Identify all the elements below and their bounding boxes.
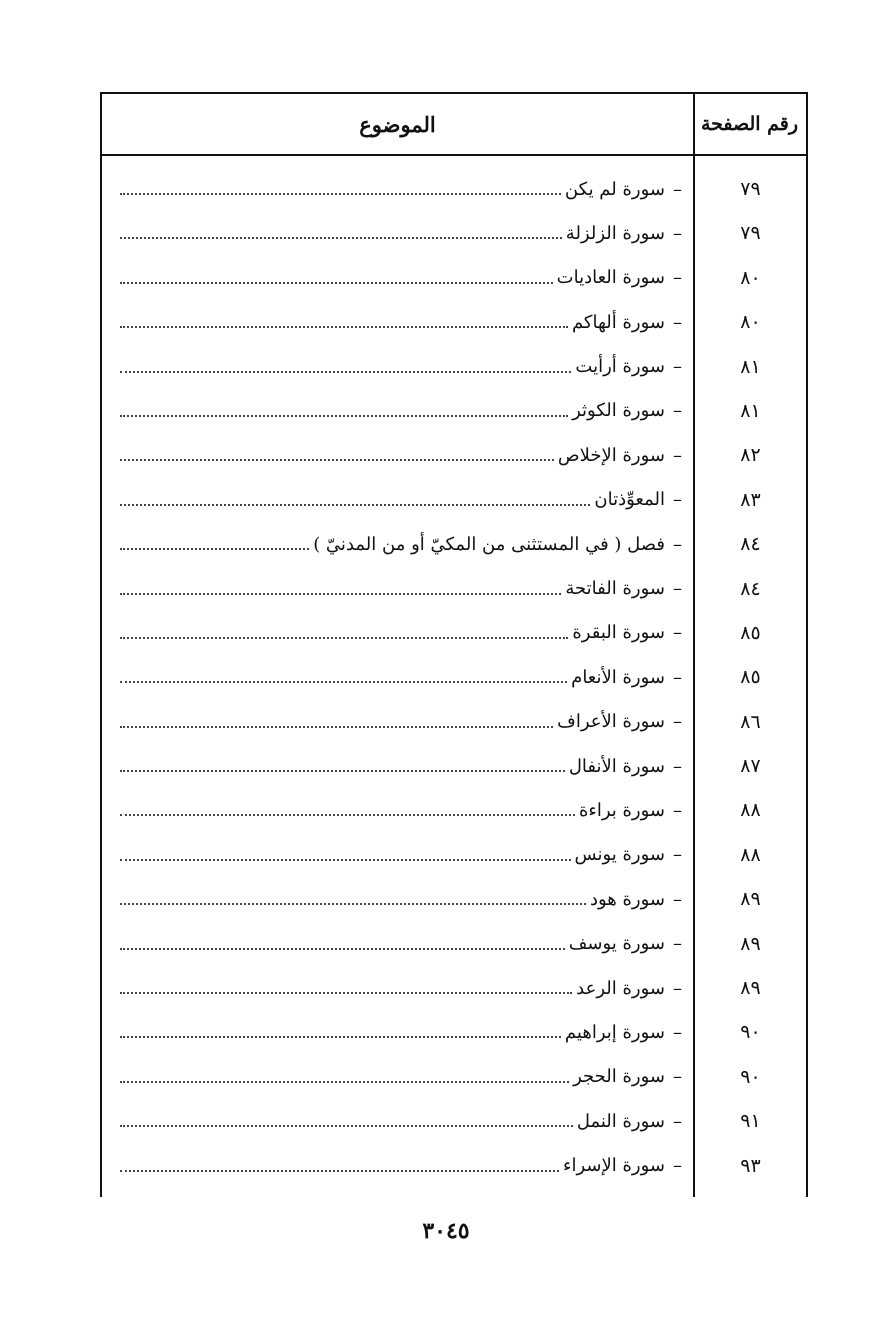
dot-leader [120,770,565,772]
toc-entry-title: سورة هود [589,888,665,910]
dot-leader [120,593,561,595]
toc-entry-page: ٨٤ [740,577,761,600]
dot-leader [120,814,575,816]
toc-entry [102,922,806,966]
entry-dash: – [673,1155,682,1177]
toc-entry [102,256,806,300]
dot-leader [120,193,561,195]
toc-entry-title: سورة الحجر [573,1066,665,1088]
toc-entry-page: ٧٩ [740,178,761,200]
dot-leader [120,992,572,994]
entry-dash: – [673,444,682,466]
toc-entry [102,1144,806,1188]
dot-leader [120,903,586,905]
toc-entry [102,211,806,255]
entry-dash: – [673,755,682,777]
toc-entry [102,167,806,211]
toc-entry-line [120,1055,682,1099]
toc-entry-page: ٩١ [740,1110,761,1133]
toc-entry [102,522,806,566]
toc-entry-page: ٩٠ [740,1021,761,1044]
entry-dash: – [673,888,682,910]
toc-entry [102,966,806,1010]
dot-leader [120,859,571,861]
toc-entry [102,433,806,477]
toc-entry [102,345,806,389]
toc-entry [102,389,806,433]
dot-leader [120,1081,569,1083]
toc-entry [102,788,806,832]
entry-dash: – [673,1066,682,1088]
dot-leader [120,459,554,461]
toc-entry-page: ٩٠ [740,1065,761,1088]
toc-entry-title: سورة الأنعام [571,666,665,688]
dot-leader [120,726,553,728]
page-number-column-header: رقم الصفحة [700,113,799,135]
toc-entry-page: ٨٥ [740,621,761,644]
entry-dash: – [673,977,682,999]
toc-entry-page: ٨٦ [740,710,761,733]
toc-entry-page: ٨١ [740,399,761,422]
toc-entry-line [120,700,682,744]
toc-entry [102,300,806,344]
entry-dash: – [673,356,682,378]
toc-entry [102,744,806,788]
toc-entry-line [120,167,682,211]
entry-dash: – [673,711,682,733]
toc-entry-line [120,300,682,344]
toc-entry-page: ٨٧ [740,755,761,778]
toc-entry-title: سورة الفاتحة [565,578,665,600]
toc-entry [102,611,806,655]
toc-entry [102,655,806,699]
toc-entry-title: سورة الكوثر [572,400,665,422]
toc-entry-title: سورة الأنفال [568,755,665,777]
toc-entry-title: سورة العاديات [556,267,665,289]
toc-entry [102,478,806,522]
toc-entry-line [120,256,682,300]
toc-entry-title: سورة أرأيت [575,356,665,378]
toc-entry-title: سورة ألهاكم [571,311,665,333]
dot-leader [120,282,553,284]
entry-dash: – [673,222,682,244]
toc-entry-title: سورة الزلزلة [565,222,665,244]
toc-entry-page: ٨٠ [740,266,761,289]
toc-entry [102,1010,806,1054]
toc-rows [102,167,806,1188]
toc-entry-title: سورة الأعراف [557,711,665,733]
toc-entry-page: ٨٩ [740,932,761,955]
entry-dash: – [673,489,682,511]
table-header [102,94,806,156]
toc-entry-title: سورة البقرة [572,622,665,644]
toc-entry-line [120,833,682,877]
toc-entry-page: ٨٨ [740,843,761,866]
entry-dash: – [673,267,682,289]
toc-entry [102,877,806,921]
toc-entry-title: فصل ( في المستثنى من المكيّ أو من المدنيّ ) [313,533,665,555]
toc-entry-page: ٨٥ [740,666,761,689]
toc-entry-line [120,389,682,433]
entry-dash: – [673,622,682,644]
toc-entry-line [120,433,682,477]
dot-leader [120,504,590,506]
toc-entry-line [120,877,682,921]
entry-dash: – [673,178,682,200]
topic-column-header: الموضوع [359,111,436,137]
page-number: ٣٠٤٥ [422,1218,470,1244]
toc-entry-line [120,788,682,832]
toc-entry-line [120,345,682,389]
toc-entry-title: سورة يوسف [568,933,665,955]
dot-leader [120,371,571,373]
dot-leader [120,1170,559,1172]
toc-entry-line [120,478,682,522]
toc-entry [102,700,806,744]
dot-leader [120,237,562,239]
toc-entry [102,567,806,611]
toc-entry-line [120,1144,682,1188]
toc-entry-line [120,966,682,1010]
toc-entry-line [120,922,682,966]
toc-entry-page: ٨٢ [740,444,761,467]
toc-entry-line [120,1099,682,1143]
toc-entry [102,1099,806,1143]
entry-dash: – [673,400,682,422]
toc-entry-line [120,567,682,611]
dot-leader [120,1125,573,1127]
dot-leader [120,681,567,683]
dot-leader [120,548,309,550]
entry-dash: – [673,311,682,333]
toc-entry-line [120,1010,682,1054]
toc-entry-line [120,611,682,655]
table-of-contents [100,92,808,1197]
toc-entry-page: ٨٩ [740,888,761,911]
toc-entry-line [120,655,682,699]
entry-dash: – [673,799,682,821]
toc-entry-title: سورة براءة [578,799,665,821]
entry-dash: – [673,844,682,866]
toc-entry-page: ٧٩ [740,222,761,245]
toc-entry-page: ٨٩ [740,977,761,1000]
toc-entry-page: ٨١ [740,355,761,378]
toc-entry-line [120,744,682,788]
toc-entry-line [120,211,682,255]
toc-entry [102,833,806,877]
entry-dash: – [673,578,682,600]
dot-leader [120,415,568,417]
toc-entry-page: ٨٠ [740,311,761,334]
toc-entry-title: سورة الرعد [576,977,665,999]
toc-entry-page: ٨٣ [740,488,761,511]
entry-dash: – [673,1021,682,1043]
toc-entry-title: سورة الإسراء [563,1155,665,1177]
dot-leader [120,1036,561,1038]
entry-dash: – [673,1110,682,1132]
toc-entry-title: سورة إبراهيم [564,1021,665,1043]
toc-entry [102,1055,806,1099]
toc-entry-title: سورة لم يكن [564,178,665,200]
toc-entry-title: سورة النمل [576,1110,665,1132]
entry-dash: – [673,666,682,688]
dot-leader [120,948,565,950]
toc-entry-page: ٩٣ [740,1154,761,1177]
entry-dash: – [673,533,682,555]
toc-entry-title: المعوِّذتان [594,489,665,511]
toc-entry-page: ٨٤ [740,533,761,556]
entry-dash: – [673,933,682,955]
dot-leader [120,326,568,328]
toc-entry-title: سورة الإخلاص [557,444,665,466]
toc-entry-line [120,522,682,566]
dot-leader [120,637,568,639]
toc-entry-title: سورة يونس [574,844,665,866]
toc-entry-page: ٨٨ [740,799,761,822]
